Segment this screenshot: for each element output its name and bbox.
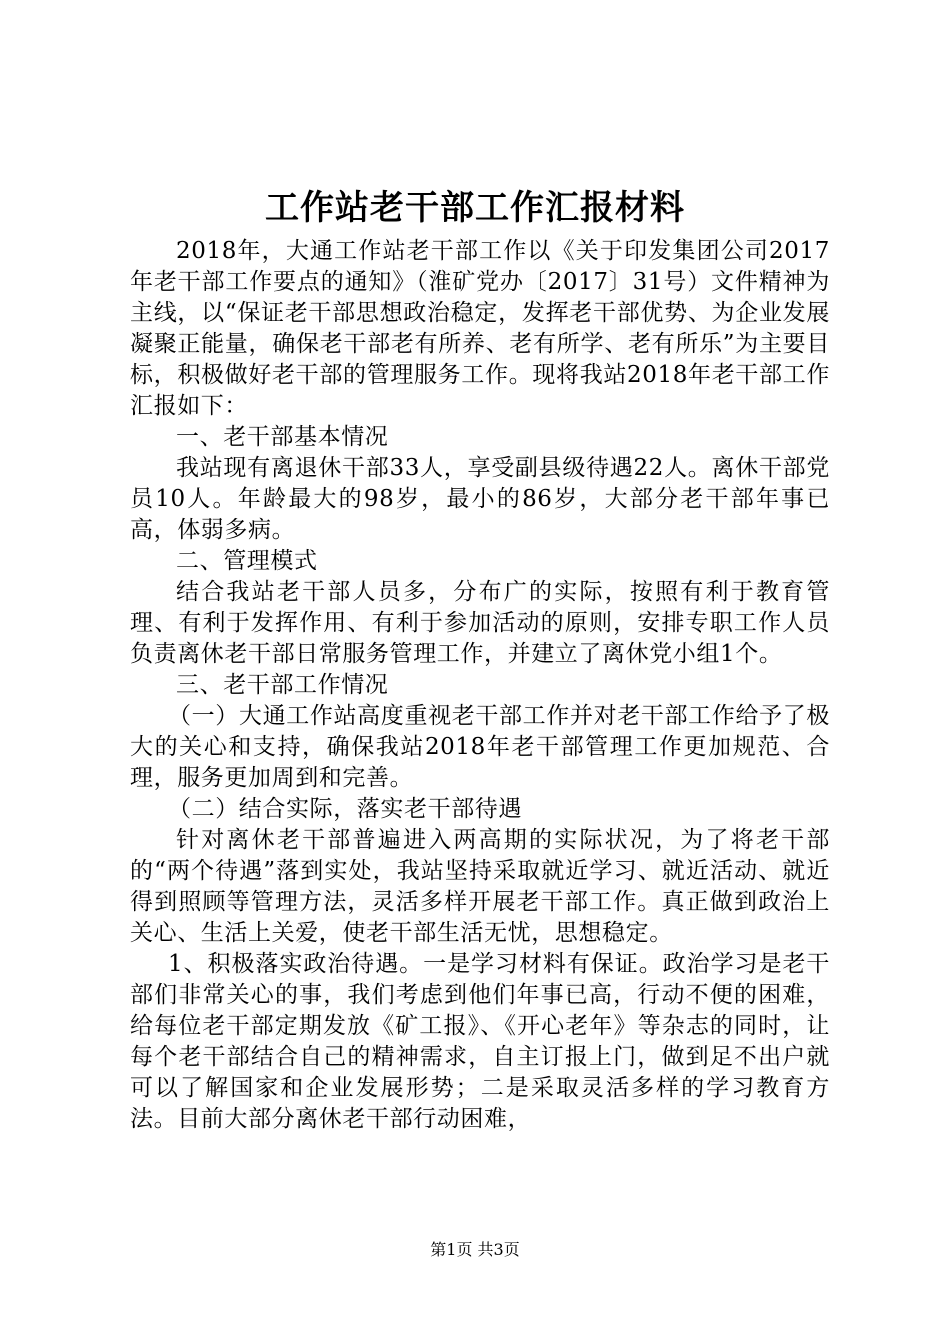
document-body (130, 236, 830, 1135)
basic-info-paragraph: 我站现有离退休干部33人，享受副县级待遇22人。离休干部党员10人。年龄最大的98岁，最小的86岁，大部分老干部年事已高，体弱多病。 (130, 455, 830, 543)
section-heading-work-status: 三、老干部工作情况 (176, 672, 389, 698)
work-status-paragraph-1: （一）大通工作站高度重视老干部工作并对老干部工作给予了极大的关心和支持，确保我站2018年老干部管理工作更加规范、合理，服务更加周到和完善。 (130, 703, 830, 791)
section-heading-management-mode: 二、管理模式 (176, 548, 318, 574)
section-heading-basic-info: 一、老干部基本情况 (176, 424, 389, 450)
document-title: 工作站老干部工作汇报材料 (265, 188, 685, 228)
political-treatment-paragraph: 1、积极落实政治待遇。一是学习材料有保证。政治学习是老干部们非常关心的事，我们考虑到他们年事已高，行动不便的困难，给每位老干部定期发放《矿工报》、《开心老年》等杂志的同时，让每个老干部结合自己的精神需求，自主订报上门，做到足不出户就可以了解国家和企业发展形势；二是采取灵活多样的学习教育方法。目前大部分离休老干部行动困难， (130, 951, 830, 1132)
intro-paragraph: 2018年，大通工作站老干部工作以《关于印发集团公司2017年老干部工作要点的通知》（淮矿党办〔2017〕31号）文件精神为主线，以“保证老干部思想政治稳定，发挥老干部优势、为企业发展凝聚正能量，确保老干部老有所养、老有所学、老有所乐”为主要目标，积极做好老干部的管理服务工作。现将我站2018年老干部工作汇报如下： (130, 238, 830, 419)
subsection-heading-benefits: （二）结合实际，落实老干部待遇 (168, 796, 522, 822)
benefits-paragraph: 针对离休老干部普遍进入两高期的实际状况，为了将老干部的“两个待遇”落到实处，我站坚持采取就近学习、就近活动、就近得到照顾等管理方法，灵活多样开展老干部工作。真正做到政治上关心、生活上关爱，使老干部生活无忧，思想稳定。 (130, 827, 830, 946)
page-footer: 第1页 共3页 (430, 1240, 520, 1259)
management-mode-paragraph: 结合我站老干部人员多，分布广的实际，按照有利于教育管理、有利于发挥作用、有利于参加活动的原则，安排专职工作人员负责离休老干部日常服务管理工作，并建立了离休党小组1个。 (130, 579, 830, 667)
